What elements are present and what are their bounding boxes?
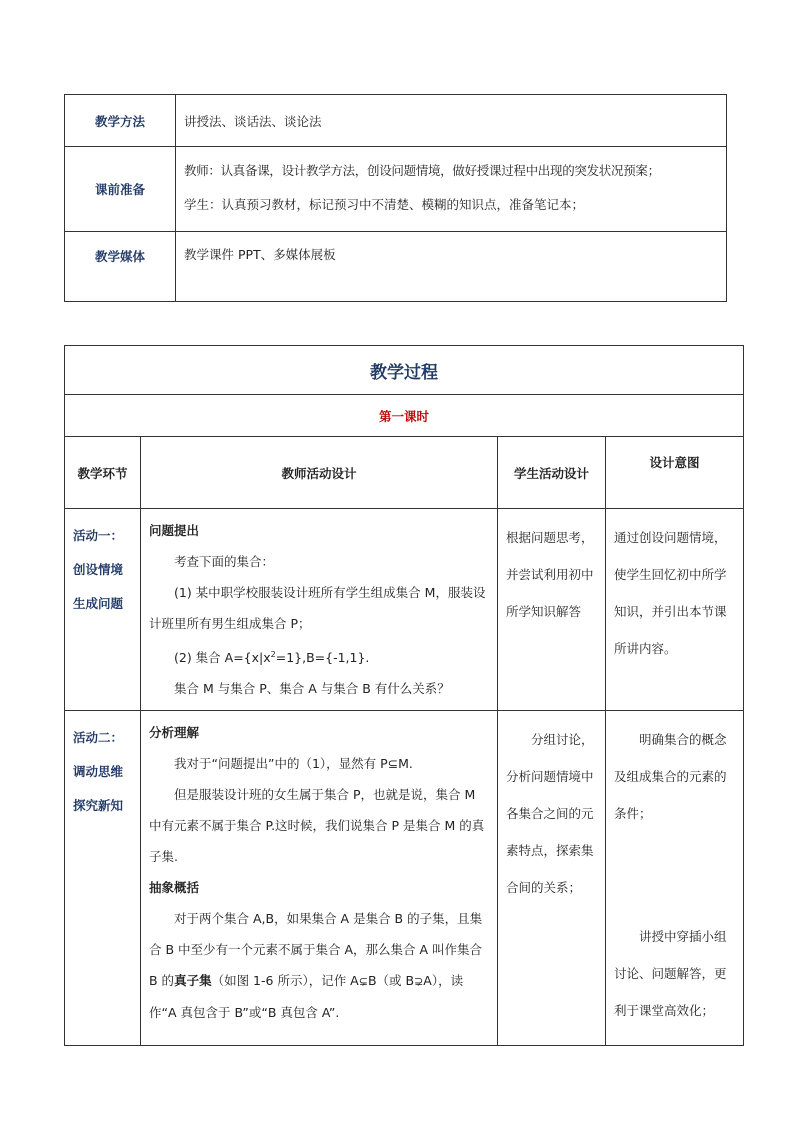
activity2-heading: 分析理解 [149, 725, 200, 741]
prep-teacher-text: 教师：认真备课，设计教学方法，创设问题情境，做好授课过程中出现的突发状况预案； [184, 163, 660, 178]
media-text: 教学课件 PPT、多媒体展板 [184, 247, 336, 262]
label-media: 教学媒体 [65, 232, 176, 302]
activity1-heading: 问题提出 [149, 523, 200, 538]
activity1-teacher [141, 509, 498, 711]
proper-superset-symbol: ⊋ [414, 975, 424, 989]
activity2-name: 活动二： 调动思维 探究新知 [65, 711, 141, 1046]
activity2-para: 但是服装设计班的女生属于集合 P，也就是说，集合 M 中有元素不属于集合 P.这时候，我们说集合 P 是集合 M 的真子集. [149, 787, 485, 865]
label-method: 教学方法 [65, 95, 176, 147]
header-teacher: 教师活动设计 [141, 437, 498, 509]
activity2-student: 分组讨论，分析问题情境中各集合之间的元素特点，探索集合间的关系； [498, 711, 606, 1046]
header-student: 学生活动设计 [498, 437, 606, 509]
activity1-formula: (2) 集合 $A=\{x|x^2=1\},B=\{-1,1\}$. [174, 650, 370, 666]
activity1-para: 考查下面的集合： [174, 554, 275, 569]
method-text: 讲授法、谈话法、谈论法 [184, 114, 322, 129]
activity2-teacher [141, 711, 498, 1046]
activity1-student: 根据问题思考，并尝试利用初中所学知识解答 [498, 509, 606, 711]
proper-subset-symbol: ⊊ [358, 975, 368, 989]
label-preparation: 课前准备 [65, 147, 176, 232]
activity2-intent: 明确集合的概念及组成集合的元素的条件； 讲授中穿插小组讨论、问题解答，更利于课堂高效化； [606, 711, 744, 1046]
activity1-intent: 通过创设问题情境，使学生回忆初中所学知识，并引出本节课所讲内容。 [606, 509, 744, 711]
activity2-para: 我对于“问题提出”中的（1），显然有 P⊆M. [174, 756, 413, 772]
lesson-label: 第一课时 [65, 395, 744, 437]
activity2-heading: 抽象概括 [149, 880, 200, 896]
activity1-question: 集合 M 与集合 P、集合 A 与集合 B 有什么关系？ [174, 681, 450, 697]
header-stage: 教学环节 [65, 437, 141, 509]
prep-student-text: 学生：认真预习教材，标记预习中不清楚、模糊的知识点，准备笔记本； [184, 197, 585, 212]
activity1-name: 活动一： 创设情境 生成问题 [65, 509, 141, 711]
activity2-definition: 对于两个集合 A,B，如果集合 A 是集合 B 的子集，且集合 B 中至少有一个元素不属于集合 A，那么集合 A 叫作集合 B 的真子集（如图 1-6 所示），记作 A⊊B（或 B⊋A），读作“A 真包含于 B”或“B 真包含 A”. [149, 911, 483, 1021]
process-title: 教学过程 [65, 346, 744, 395]
activity1-para: (1) 某中职学校服装设计班所有学生组成集合 M，服装设计班里所有男生组成集合 P； [149, 585, 486, 631]
process-table [64, 345, 744, 1046]
info-table [64, 94, 727, 302]
header-intent: 设计意图 [606, 437, 744, 509]
